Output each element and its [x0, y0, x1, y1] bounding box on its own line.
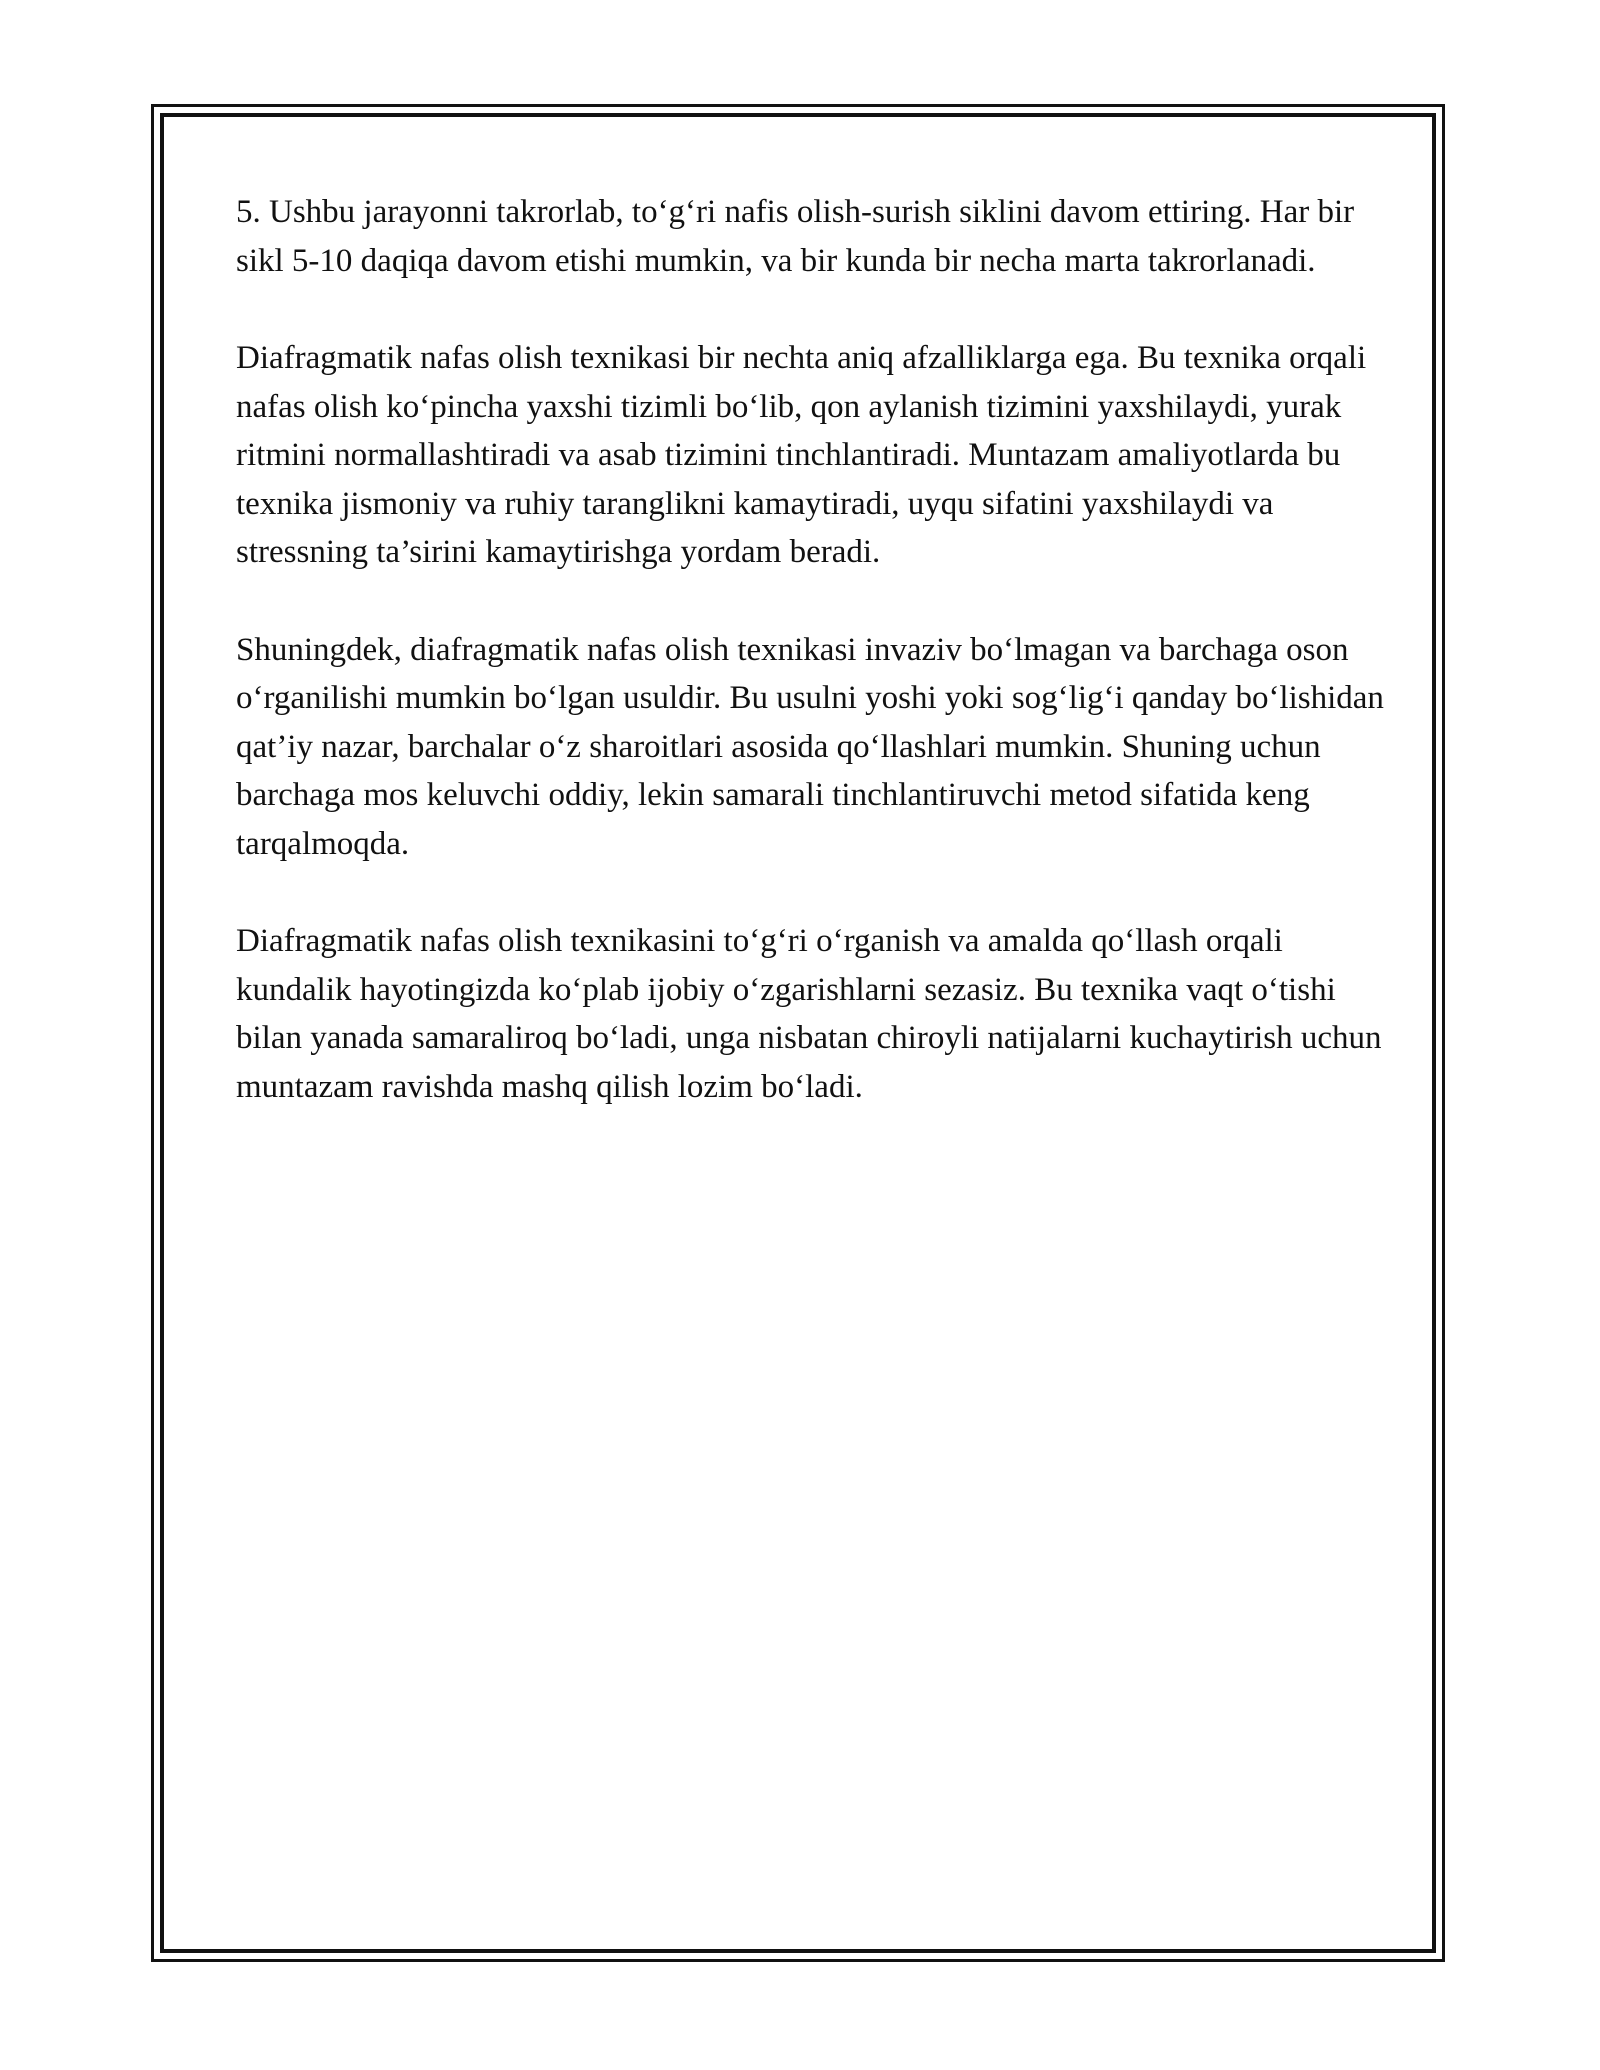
document-body: [236, 188, 1386, 1160]
paragraph-accessibility: Shuningdek, diafragmatik nafas olish texnikasi invaziv bo‘lmagan va barchaga oson o‘rganilishi mumkin bo‘lgan usuldir. Bu usulni yoshi yoki sog‘lig‘i qanday bo‘lishidan qat’iy nazar, barchalar o‘z sharoitlari asosida qo‘llashlari mumkin. Shuning uchun barchaga mos keluvchi oddiy, lekin samarali tinchlantiruvchi metod sifatida keng tarqalmoqda.: [236, 631, 1384, 862]
paragraph-conclusion: Diafragmatik nafas olish texnikasini to‘g‘ri o‘rganish va amalda qo‘llash orqali kundalik hayotingizda ko‘plab ijobiy o‘zgarishlarni sezasiz. Bu texnika vaqt o‘tishi bilan yanada samaraliroq bo‘ladi, unga nisbatan chiroyli natijalarni kuchaytirish uchun muntazam ravishda mashq qilish lozim bo‘ladi.: [236, 923, 1382, 1105]
paragraph-step-5: 5. Ushbu jarayonni takrorlab, to‘g‘ri nafis olish-surish siklini davom ettiring. Har bir sikl 5-10 daqiqa davom etishi mumkin, va bir kunda bir necha marta takrorlanadi.: [236, 194, 1355, 279]
paragraph-benefits: Diafragmatik nafas olish texnikasi bir nechta aniq afzalliklarga ega. Bu texnika orqali nafas olish ko‘pincha yaxshi tizimli bo‘lib, qon aylanish tizimini yaxshilaydi, yurak ritmini normallashtiradi va asab tizimini tinchlantiradi. Muntazam amaliyotlarda bu texnika jismoniy va ruhiy taranglikni kamaytiradi, uyqu sifatini yaxshilaydi va stressning ta’sirini kamaytirishga yordam beradi.: [236, 340, 1367, 570]
